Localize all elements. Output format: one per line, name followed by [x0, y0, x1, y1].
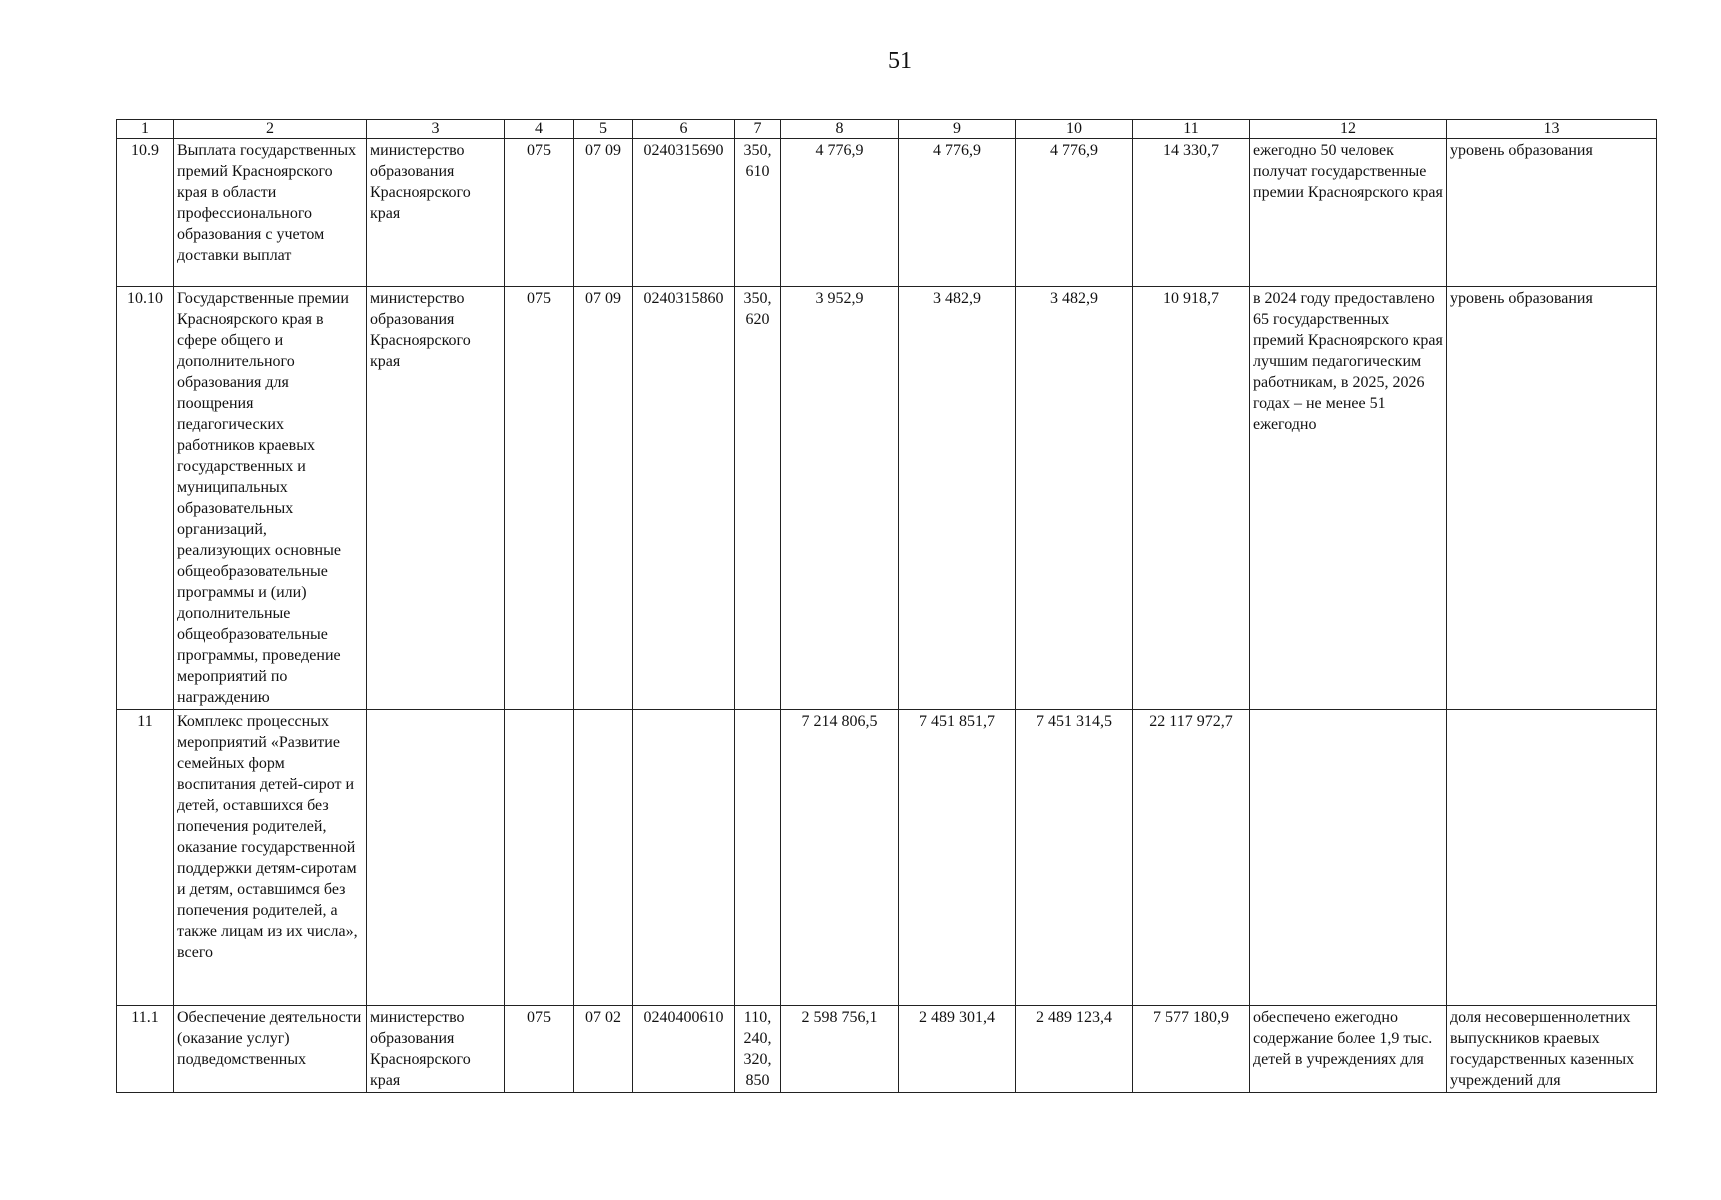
row-csr: 0240315690	[633, 139, 735, 287]
header-cell: 6	[633, 120, 735, 139]
row-result: в 2024 году предоставлено 65 государственных премий Красноярского края лучшим педагогическим работникам, в 2025, 2026 годах – не менее 51 ежегодно	[1250, 287, 1447, 710]
row-vr: 350, 620	[735, 287, 781, 710]
row-result	[1250, 710, 1447, 1006]
row-grbs: 075	[505, 287, 574, 710]
row-vr: 350, 610	[735, 139, 781, 287]
row-value-2024: 7 214 806,5	[781, 710, 899, 1006]
row-name: Обеспечение деятельности (оказание услуг) подведомственных	[174, 1006, 367, 1093]
row-executor	[367, 710, 505, 1006]
row-value-2025: 4 776,9	[899, 139, 1016, 287]
row-rzpr: 07 09	[574, 139, 633, 287]
row-grbs	[505, 710, 574, 1006]
row-rzpr: 07 09	[574, 287, 633, 710]
row-value-2025: 7 451 851,7	[899, 710, 1016, 1006]
row-vr	[735, 710, 781, 1006]
row-value-2024: 2 598 756,1	[781, 1006, 899, 1093]
row-value-2024: 4 776,9	[781, 139, 899, 287]
row-csr: 0240400610	[633, 1006, 735, 1093]
table-row	[117, 139, 1657, 287]
row-value-2026: 3 482,9	[1016, 287, 1133, 710]
table-row	[117, 1006, 1657, 1093]
header-cell: 11	[1133, 120, 1250, 139]
header-cell: 7	[735, 120, 781, 139]
row-value-2026: 4 776,9	[1016, 139, 1133, 287]
row-level	[1447, 710, 1657, 1006]
row-value-2026: 7 451 314,5	[1016, 710, 1133, 1006]
page-number: 51	[888, 48, 912, 74]
row-executor: министерство образования Красноярского края	[367, 1006, 505, 1093]
row-value-2026: 2 489 123,4	[1016, 1006, 1133, 1093]
row-executor: министерство образования Красноярского края	[367, 139, 505, 287]
row-level: уровень образования	[1447, 139, 1657, 287]
program-table	[116, 119, 1657, 1093]
header-cell: 5	[574, 120, 633, 139]
row-number: 11.1	[117, 1006, 174, 1093]
header-cell: 9	[899, 120, 1016, 139]
row-total: 10 918,7	[1133, 287, 1250, 710]
row-number: 11	[117, 710, 174, 1006]
header-cell: 2	[174, 120, 367, 139]
row-grbs: 075	[505, 139, 574, 287]
row-name: Комплекс процессных мероприятий «Развитие семейных форм воспитания детей-сирот и детей, оставшихся без попечения родителей, оказание государственной поддержки детям-сиротам и детям, оставшимся без попечения родителей, а также лицам из их числа», всего	[174, 710, 367, 1006]
row-level: доля несовершеннолетних выпускников краевых государственных казенных учреждений для	[1447, 1006, 1657, 1093]
row-total: 22 117 972,7	[1133, 710, 1250, 1006]
row-grbs: 075	[505, 1006, 574, 1093]
row-value-2025: 2 489 301,4	[899, 1006, 1016, 1093]
row-rzpr	[574, 710, 633, 1006]
row-csr: 0240315860	[633, 287, 735, 710]
row-name: Выплата государственных премий Красноярского края в области профессионального образования с учетом доставки выплат	[174, 139, 367, 287]
header-cell: 8	[781, 120, 899, 139]
header-cell: 1	[117, 120, 174, 139]
header-cell: 10	[1016, 120, 1133, 139]
header-cell: 3	[367, 120, 505, 139]
header-cell: 13	[1447, 120, 1657, 139]
row-value-2024: 3 952,9	[781, 287, 899, 710]
row-number: 10.10	[117, 287, 174, 710]
header-row	[117, 120, 1657, 139]
table-row	[117, 287, 1657, 710]
row-result: обеспечено ежегодно содержание более 1,9 тыс. детей в учреждениях для	[1250, 1006, 1447, 1093]
row-executor: министерство образования Красноярского края	[367, 287, 505, 710]
row-level: уровень образования	[1447, 287, 1657, 710]
header-cell: 12	[1250, 120, 1447, 139]
row-value-2025: 3 482,9	[899, 287, 1016, 710]
row-total: 7 577 180,9	[1133, 1006, 1250, 1093]
row-total: 14 330,7	[1133, 139, 1250, 287]
header-cell: 4	[505, 120, 574, 139]
row-rzpr: 07 02	[574, 1006, 633, 1093]
row-result: ежегодно 50 человек получат государственные премии Красноярского края	[1250, 139, 1447, 287]
row-vr: 110, 240, 320, 850	[735, 1006, 781, 1093]
row-csr	[633, 710, 735, 1006]
row-number: 10.9	[117, 139, 174, 287]
row-name: Государственные премии Красноярского края в сфере общего и дополнительного образования для поощрения педагогических работников краевых государственных и муниципальных образовательных организаций, реализующих основные общеобразовательные программы и (или) дополнительные общеобразовательные программы, проведение мероприятий по награждению	[174, 287, 367, 710]
table-row	[117, 710, 1657, 1006]
